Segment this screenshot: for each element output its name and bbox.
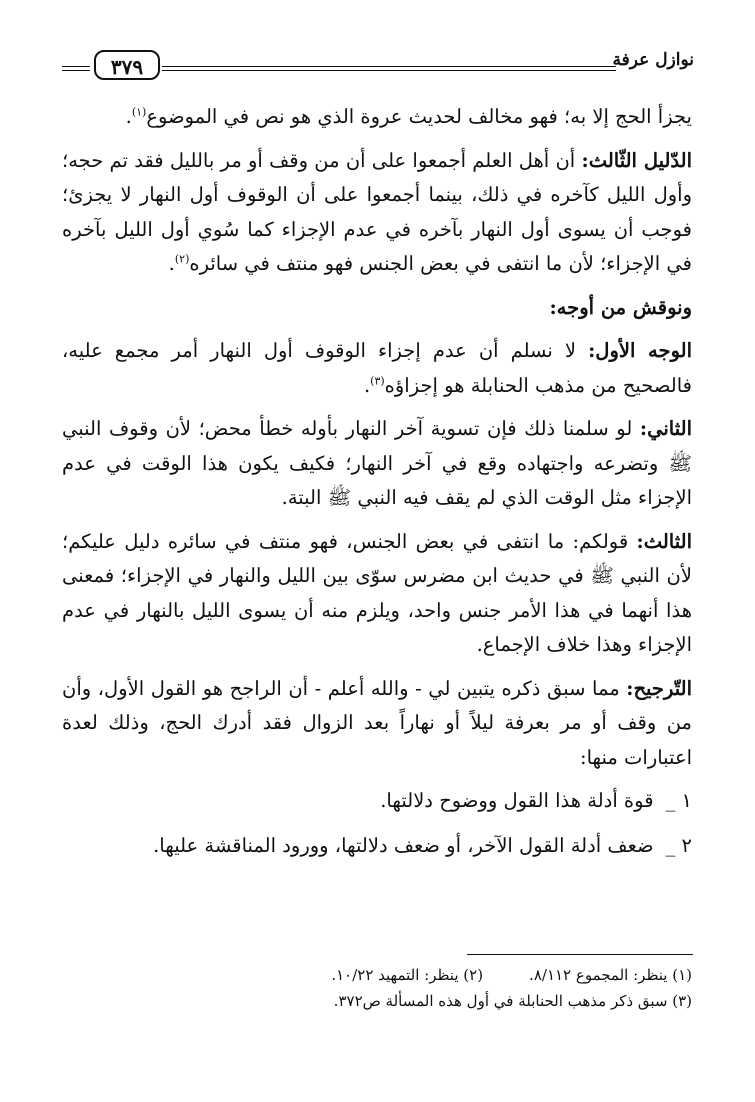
paragraph-label: التّرجيح: [626, 676, 692, 700]
paragraph: التّرجيح: مما سبق ذكره يتبين لي - والله أعلم - أن الراجح هو القول الأول، وأن من وقف أو مر بعرفة ليلاً أو نهاراً بعد الزوال فقد أدرك الحج، وذلك لعدة اعتبارات منها: [62, 676, 692, 769]
footnote-2: (٢) ينظر: التمهيد ١٠/٢٢. [331, 966, 484, 984]
footnote-ref: (٣) [370, 374, 385, 387]
paragraph: يجزأ الحج إلا به؛ فهو مخالف لحديث عروة الذي هو نص في الموضوع$^{(١)}$. [125, 105, 692, 128]
paragraph-label: الثالث: [636, 529, 692, 553]
paragraph: الدّليل الثّالث: أن أهل العلم أجمعوا على أن من وقف أو مر بالليل فقد تم حجه؛ وأول الليل كآخره في ذلك، بينما أجمعوا على أن الوقوف أول النهار لا يجزئ؛ فوجب أن يسوى أول النهار بآخره في عدم الإجزاء كما سُوي أول الليل بآخره في الإجزاء؛ لأن ما انتفى في بعض الجنس فهو منتف في سائره$^{(٢)}$. [62, 148, 693, 275]
footnote-ref: (١) [131, 105, 147, 119]
list-text: قوة أدلة هذا القول ووضوح دلالتها. [380, 789, 654, 812]
paragraph: الثالث: قولكم: ما انتفى في بعض الجنس، فهو منتف في سائره دليل عليكم؛ لأن النبي ﷺ في حديث ابن مضرس سوّى بين الليل والنهار في الإجزاء؛ فمعنى هذا أنهما في هذا الأمر جنس واحد، ويلزم منه أن يسوى الليل بالنهار في عدم الإجزاء وهذا خلاف الإجماع. [62, 529, 692, 656]
page-number: ٣٧٩ [94, 50, 160, 80]
list-number: ٢ _ [665, 833, 692, 857]
paragraph: الثاني: لو سلمنا ذلك فإن تسوية آخر النهار بأوله خطأ محض؛ لأن وقوف النبي ﷺ وتضرعه واجتهاده وقع في آخر النهار؛ فكيف يكون هذا الوقت في عدم الإجزاء مثل الوقت الذي لم يقف فيه النبي ﷺ البتة. [62, 417, 692, 509]
paragraph-label: الوجه الأول: [588, 339, 692, 362]
paragraph-label: الدّليل الثّالث: [581, 148, 693, 172]
footnote-ref: (٢) [174, 252, 190, 266]
running-title: نوازل عرفة [612, 50, 694, 70]
list-number: ١ _ [665, 789, 692, 812]
paragraph: الوجه الأول: لا نسلم أن عدم إجزاء الوقوف أول النهار أمر مجمع عليه، فالصحيح من مذهب الحنابلة هو إجزاؤه$^{(٣)}$. [62, 339, 692, 397]
paragraph-label: الثاني: [639, 417, 692, 440]
footnotes [62, 948, 692, 1014]
footnote-3: (٣) سبق ذكر مذهب الحنابلة في أول هذه المسألة ص٣٧٢. [333, 992, 692, 1010]
list-text: ضعف أدلة القول الآخر، أو ضعف دلالتها، وورود المناقشة عليها. [153, 833, 654, 857]
section-heading: ونوقش من أوجه: [549, 295, 692, 319]
footnote-1: (١) ينظر: المجموع ٨/١١٢. [529, 966, 692, 984]
list-item [62, 829, 692, 864]
body-text [62, 100, 692, 873]
page-header [62, 48, 694, 88]
list-item [62, 784, 692, 819]
